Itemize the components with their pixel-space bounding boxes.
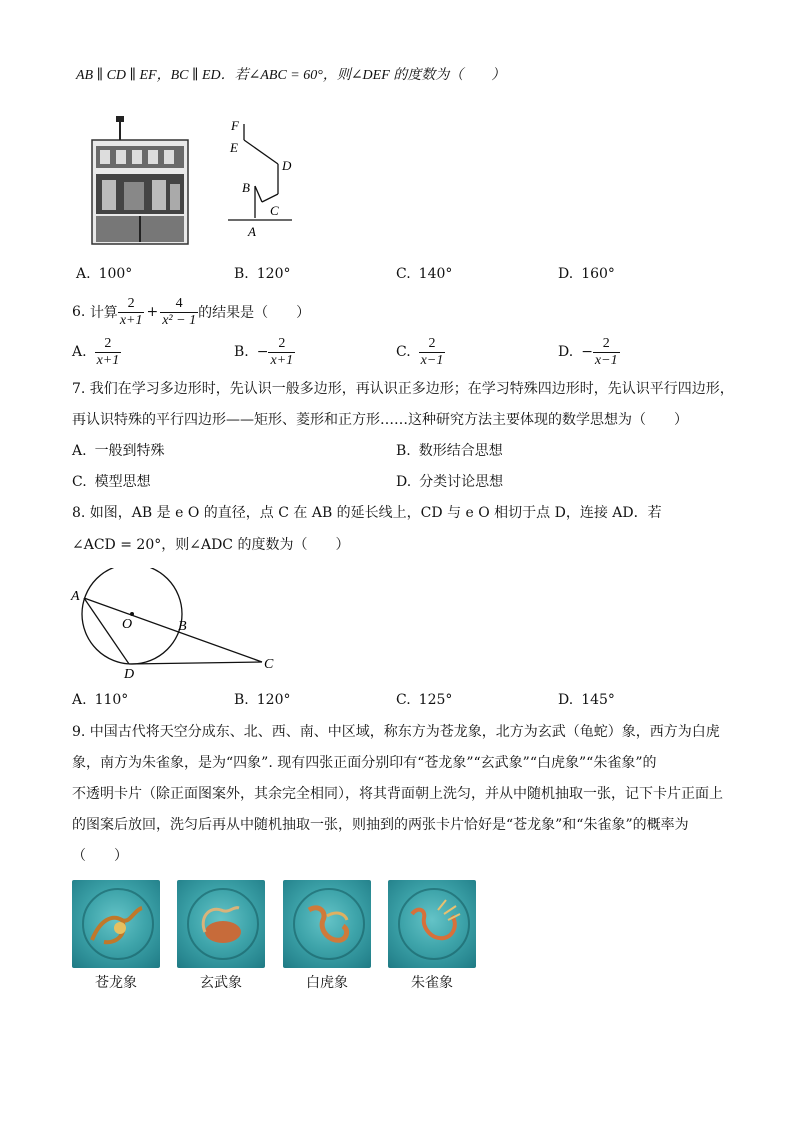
q5-option-d[interactable]: D. 160°: [558, 266, 615, 282]
card-caption-1: 苍龙象: [95, 975, 137, 991]
card-azure-dragon: [72, 880, 160, 968]
q6-option-a[interactable]: A. $\frac{2}{x+1}$: [72, 335, 120, 368]
q8-option-c[interactable]: C. 125°: [396, 692, 453, 708]
q6-option-b[interactable]: B. − $\frac{2}{x+1}$: [234, 335, 294, 368]
label-D: D: [124, 667, 135, 682]
q9-stem-line1: 9. 中国古代将天空分成东、北、西、南、中区域，称东方为苍龙象，北方为玄武（龟蛇）象，西方为白虎: [72, 724, 720, 740]
label-C: C: [270, 203, 279, 218]
q5-option-b[interactable]: B. 120°: [234, 266, 291, 282]
card-caption-2: 玄武象: [200, 975, 242, 991]
q7-option-c[interactable]: C. 模型思想: [72, 474, 151, 490]
q5-option-a[interactable]: A. 100°: [76, 266, 133, 282]
label-F: F: [231, 118, 239, 133]
label-O: O: [122, 617, 133, 632]
label-A: A: [71, 589, 80, 604]
q6-fraction-2: $\frac{4}{\text{x² − 1}}$: [162, 295, 197, 328]
q8-option-d[interactable]: D. 145°: [558, 692, 615, 708]
q9-stem-line2: 象，南方为朱雀象，是为“四象”. 现有四张正面分别印有“苍龙象”“玄武象”“白虎象”“朱雀象”的: [72, 755, 657, 771]
q8-stem-line2: ∠ACD = 20°，则∠ADC 的度数为（ ）: [72, 537, 350, 553]
card-caption-3: 白虎象: [306, 975, 348, 991]
q9-stem-line5: （ ）: [72, 848, 128, 864]
q5-option-c[interactable]: C. 140°: [396, 266, 453, 282]
q8-option-a[interactable]: A. 110°: [72, 692, 129, 708]
q8-stem-line1: 8. 如图，AB 是 e O 的直径，点 C 在 AB 的延长线上，CD 与 e O 相切于点 D，连接 AD．若: [72, 505, 662, 521]
dragon-icon: [72, 880, 160, 968]
label-B: B: [242, 180, 250, 195]
q6-option-c[interactable]: C. $\frac{2}{x-1}$: [396, 335, 444, 368]
q5-stem: AB ∥ CD ∥ EF，BC ∥ ED．若∠ABC = 60°，则∠DEF 的度数为（ ）: [76, 68, 506, 83]
q6-stem: 6. 计算 $\frac{2}{x+1}$ + $\frac{4}{\text{x² − 1}}$ 的结果是（ ）: [72, 295, 311, 328]
q6-option-d[interactable]: D. − $\frac{2}{x-1}$: [558, 335, 618, 368]
card-caption-4: 朱雀象: [411, 975, 453, 991]
q6-fraction-1: $\frac{2}{x+1}$: [119, 295, 143, 328]
q7-stem-line1: 7. 我们在学习多边形时，先认识一般多边形，再认识正多边形；在学习特殊四边形时，先认识平行四边形，: [72, 381, 734, 397]
q8-option-b[interactable]: B. 120°: [234, 692, 291, 708]
label-A: A: [248, 224, 256, 239]
q7-option-b[interactable]: B. 数形结合思想: [396, 443, 503, 459]
q8-circle-figure: [66, 568, 296, 684]
card-vermilion-bird: [388, 880, 476, 968]
card-white-tiger: [283, 880, 371, 968]
q7-option-a[interactable]: A. 一般到特殊: [72, 443, 165, 459]
q9-stem-line3: 不透明卡片（除正面图案外，其余完全相同），将其背面朝上洗匀，并从中随机抽取一张，记下卡片正面上: [72, 786, 723, 802]
bird-icon: [388, 880, 476, 968]
q7-stem-line2: 再认识特殊的平行四边形——矩形、菱形和正方形……这种研究方法主要体现的数学思想为（ ）: [72, 412, 688, 428]
label-B: B: [178, 619, 187, 634]
card-black-tortoise: [177, 880, 265, 968]
building-photo: [90, 112, 192, 248]
label-E: E: [230, 140, 238, 155]
label-D: D: [282, 158, 292, 173]
q5-geometry-figure: [222, 112, 302, 242]
tiger-icon: [283, 880, 371, 968]
label-C: C: [264, 657, 274, 672]
q7-option-d[interactable]: D. 分类讨论思想: [396, 474, 504, 490]
q9-stem-line4: 的图案后放回，洗匀后再从中随机抽取一张，则抽到的两张卡片恰好是“苍龙象”和“朱雀象”的概率为: [72, 817, 689, 833]
tortoise-icon: [177, 880, 265, 968]
